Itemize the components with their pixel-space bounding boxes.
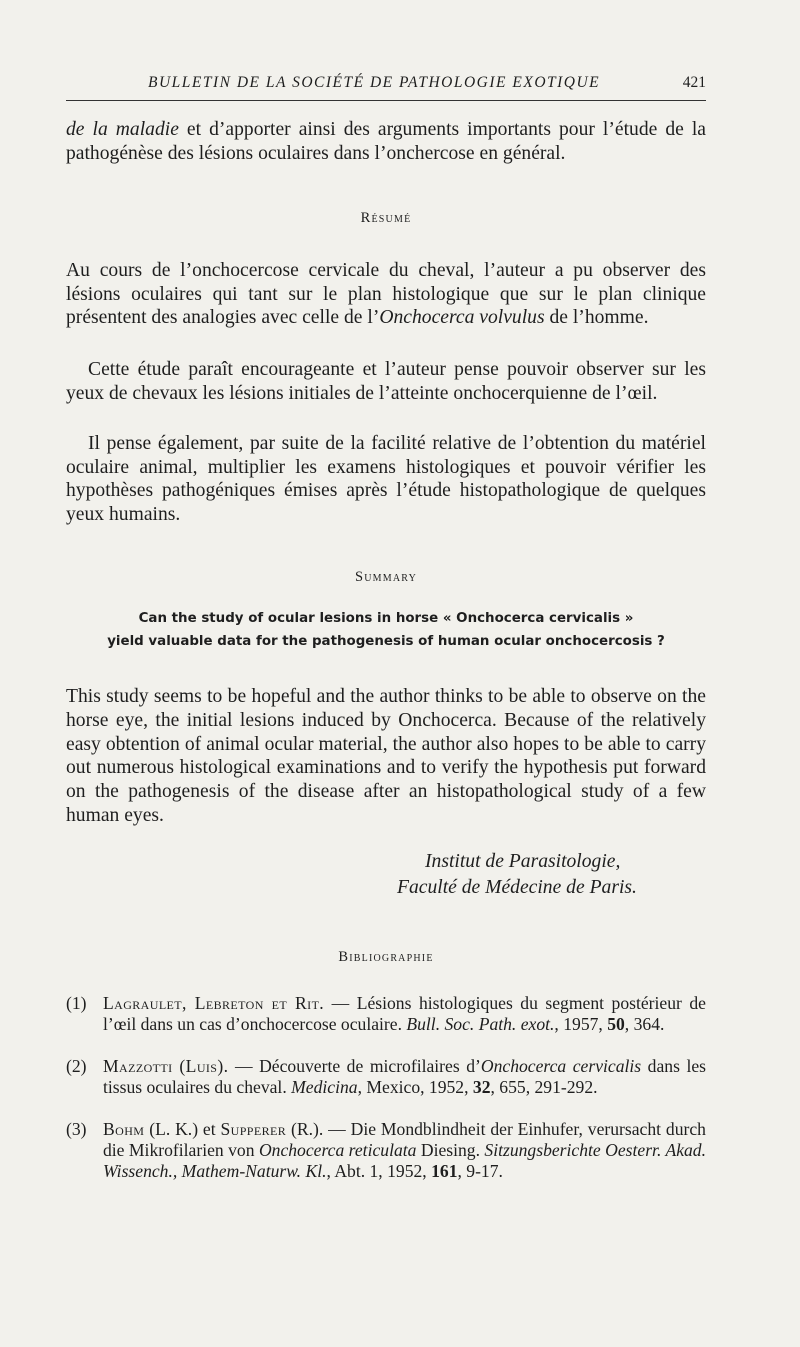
summary-question (66, 607, 706, 653)
resume-p1-end: de l’homme. (544, 307, 649, 328)
page-number: 421 (682, 74, 706, 91)
ref-title-cont: dans les tissus oculaires du cheval. (103, 1056, 706, 1097)
ref-number: (1) (66, 993, 87, 1013)
ref-author-1-initials: (L. K.) et (144, 1119, 221, 1139)
bibliography-entry-1 (66, 993, 706, 1035)
summary-paragraph: This study seems to be hopeful and the author thinks to be able to observe on the horse eye, the initial lesions induced by Onchocerca. Because of the relatively easy obtention of animal ocular material, the author also hopes to be able to carry out numerous histological examinations and to verify the hypothesis put forward on the pathogenesis of the disease after an histopathological study of a few human eyes. (66, 686, 706, 826)
ref-title: — Lésions histologiques du segment postérieur de l’œil dans un cas d’onchocercose oculaire. (103, 993, 706, 1034)
ref-year: , 1957, (554, 1014, 608, 1034)
ref-journal: Bull. Soc. Path. exot. (406, 1014, 555, 1034)
ref-authors: Lagraulet, Lebreton et Rit. (103, 993, 325, 1013)
header-rule (66, 100, 706, 101)
ref-species: Onchocerca reticulata (258, 1140, 417, 1160)
ref-volume: 32 (472, 1077, 491, 1097)
ref-pages: , 364. (624, 1014, 665, 1034)
summary-question-line-2: yield valuable data for the pathogenesis of human ocular onchocercosis ? (107, 634, 665, 649)
intro-text: et d’apporter ainsi des arguments importants pour l’étude de la pathogénèse des lésions oculaires dans l’onchercose en général. (66, 119, 707, 164)
ref-number: (2) (66, 1056, 87, 1076)
ref-number: (3) (66, 1119, 87, 1139)
ref-title: — Découverte de microfilaires d’ (228, 1056, 481, 1076)
ref-authors: Mazzotti (Luis). (103, 1056, 229, 1076)
resume-paragraph-3: Il pense également, par suite de la facilité relative de l’obtention du matériel oculaire animal, multiplier les examens histologiques et pouvoir vérifier les hypothèses pathogéniques émises après l’étude histopathologique de quelques yeux humains. (66, 433, 706, 525)
intro-paragraph (66, 118, 706, 165)
resume-p1-text: Au cours de l’onchocercose cervicale du cheval, l’auteur a pu observer des lésions oculaires qui tant sur le plan histologique que sur le plan clinique présentent des analogies avec celle de l’ (66, 260, 706, 328)
affiliation-faculty: Faculté de Médecine de Paris. (397, 877, 637, 898)
summary-heading: Summary (354, 569, 418, 585)
ref-volume: 161 (431, 1161, 458, 1181)
ref-author-2: Supperer (220, 1119, 287, 1139)
ref-title-cont: Diesing. (416, 1140, 485, 1160)
ref-author-2-initials: (R.). (286, 1119, 324, 1139)
ref-year: , Mexico, 1952, (357, 1077, 473, 1097)
ref-journal: Medicina (291, 1077, 358, 1097)
ref-year: , Abt. 1, 1952, (326, 1161, 432, 1181)
resume-heading: Résumé (360, 210, 412, 226)
intro-lead-italic: de la maladie (66, 119, 179, 140)
bibliography-entry-3 (66, 1119, 706, 1182)
ref-title: — Die Mondblindheit der Einhufer, verursacht durch die Mikrofilarien von (103, 1119, 706, 1160)
ref-author-1: Bohm (103, 1119, 145, 1139)
ref-species: Onchocerca cervicalis (480, 1056, 642, 1076)
ref-pages: , 655, 291-292. (490, 1077, 598, 1097)
ref-volume: 50 (607, 1014, 625, 1034)
bibliography-heading: Bibliographie (338, 949, 434, 965)
ref-journal: Sitzungsberichte Oesterr. Akad. Wissench., Mathem-Naturw. Kl. (103, 1140, 706, 1181)
resume-p1-species: Onchocerca volvulus (379, 307, 545, 328)
ref-pages: , 9-17. (457, 1161, 503, 1181)
bibliography-entry-2 (66, 1056, 706, 1098)
affiliation-institute: Institut de Parasitologie, (425, 851, 621, 872)
resume-paragraph-2: Cette étude paraît encourageante et l’auteur pense pouvoir observer sur les yeux de chevaux les lésions initiales de l’atteinte onchocerquienne de l’œil. (66, 359, 706, 404)
journal-title: BULLETIN DE LA SOCIÉTÉ DE PATHOLOGIE EXOTIQUE (148, 74, 601, 91)
summary-question-line-1: Can the study of ocular lesions in horse « Onchocerca cervicalis » (138, 611, 634, 626)
resume-paragraph-1 (66, 259, 706, 330)
